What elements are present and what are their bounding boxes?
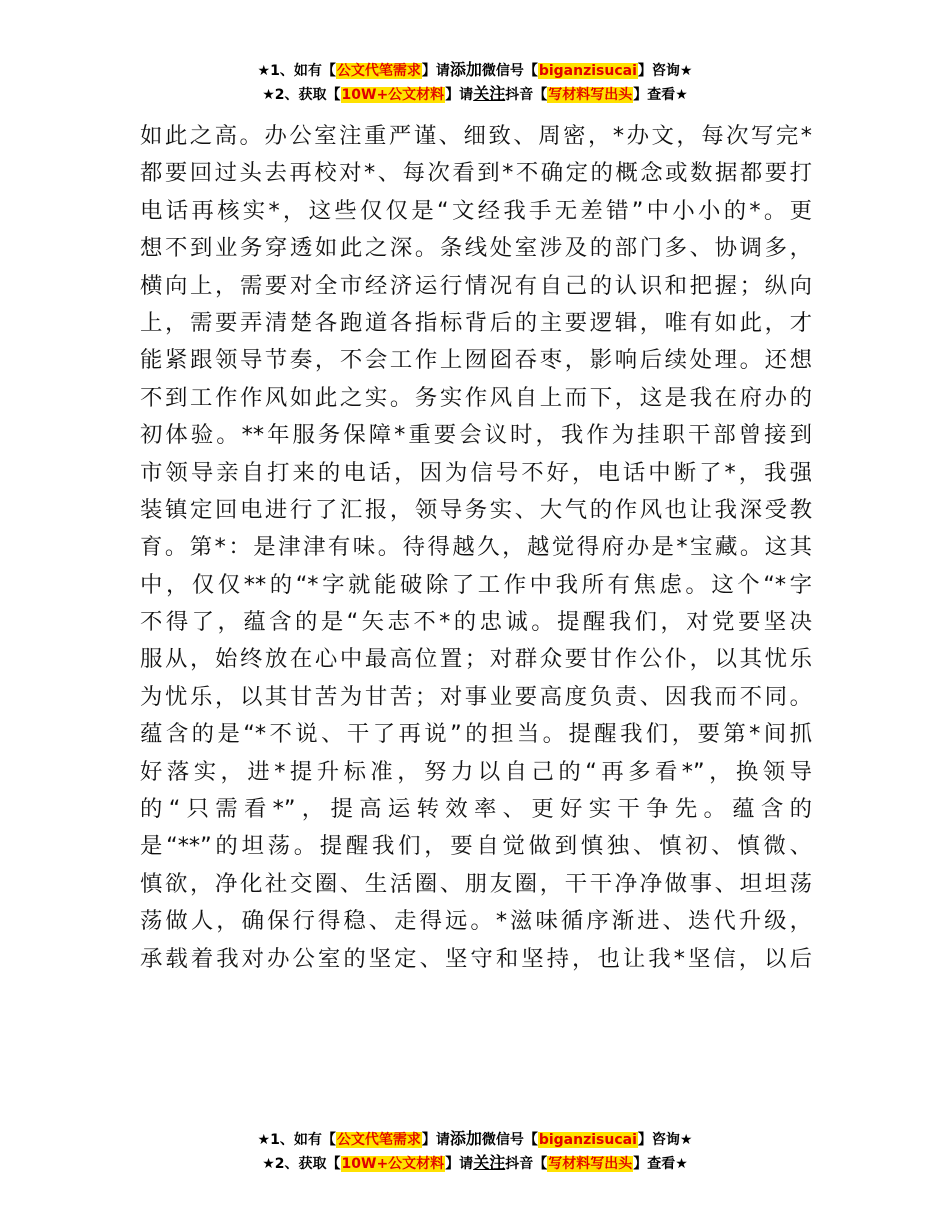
header-line-2-prefix: ★2、获取【 [262,87,341,103]
header-line-1-mid: 】请 [421,63,450,79]
footer-line-2 [0,1151,950,1175]
header-line-2-materials-tag: 10W+公文材料 [341,87,445,103]
footer-line-1-emphasis: 添加 [449,1129,482,1148]
footer-line-1-mid2: 微信号【 [481,1132,538,1148]
body-line: 是“**”的坦荡。提醒我们，要自觉做到慎独、慎初、慎微、 [140,833,812,860]
header-line-1-emphasis: 添加 [449,60,482,79]
footer-line-1 [0,1127,950,1151]
body-line: 电话再核实*，这些仅仅是“文经我手无差错”中小小的*。更 [140,197,812,224]
body-line: 的“只需看*”，提高运转效率、更好实干争先。蕴含的 [140,796,812,823]
body-line: 慎欲，净化社交圈、生活圈、朋友圈，干干净净做事、坦坦荡 [140,870,812,897]
body-line: 能紧跟领导节奏，不会工作上囫囵吞枣，影响后续处理。还想 [140,347,812,374]
body-line: 初体验。**年服务保障*重要会议时，我作为挂职干部曾接到 [140,422,812,449]
header-line-1-service-tag: 公文代笔需求 [336,63,421,79]
footer-line-2-emphasis: 关注 [473,1153,506,1172]
body-line: 承载着我对办公室的坚定、坚守和坚持，也让我*坚信，以后 [140,945,812,972]
footer-line-2-mid2: 抖音【 [505,1156,548,1172]
header-banner [0,58,950,106]
header-line-2 [0,82,950,106]
footer-line-2-suffix: 】查看★ [633,1156,688,1172]
body-line: 横向上，需要对全市经济运行情况有自己的认识和把握；纵向 [140,272,812,299]
footer-line-2-mid: 】请 [445,1156,474,1172]
body-line: 装镇定回电进行了汇报，领导务实、大气的作风也让我深受教 [140,496,812,523]
body-line: 想不到业务穿透如此之深。条线处室涉及的部门多、协调多， [140,235,812,262]
header-line-1-wechat-id: biganzisucai [538,63,637,79]
header-line-2-douyin-id: 写材料写出头 [548,87,633,103]
body-line: 不到工作作风如此之实。务实作风自上而下，这是我在府办的 [140,384,812,411]
footer-line-1-prefix: ★1、如有【 [257,1132,336,1148]
header-line-1-prefix: ★1、如有【 [257,63,336,79]
footer-line-1-suffix: 】咨询★ [637,1132,693,1148]
body-line: 蕴含的是“*不说、干了再说”的担当。提醒我们，要第*间抓 [140,721,812,748]
footer-line-1-service-tag: 公文代笔需求 [336,1132,421,1148]
header-line-1 [0,58,950,82]
footer-line-2-materials-tag: 10W+公文材料 [341,1156,445,1172]
header-line-2-mid2: 抖音【 [505,87,548,103]
header-line-2-suffix: 】查看★ [633,87,688,103]
body-line: 为忧乐，以其甘苦为甘苦；对事业要高度负责、因我而不同。 [140,683,812,710]
header-line-2-emphasis: 关注 [473,84,506,103]
body-line: 上，需要弄清楚各跑道各指标背后的主要逻辑，唯有如此，才 [140,309,812,336]
header-line-1-suffix: 】咨询★ [637,63,693,79]
footer-line-1-mid: 】请 [421,1132,450,1148]
body-line: 市领导亲自打来的电话，因为信号不好，电话中断了*，我强 [140,459,812,486]
body-line: 不得了，蕴含的是“矢志不*的忠诚。提醒我们，对党要坚决 [140,609,812,636]
body-line: 服从，始终放在心中最高位置；对群众要甘作公仆，以其忧乐 [140,646,812,673]
footer-line-2-douyin-id: 写材料写出头 [548,1156,633,1172]
body-line: 中，仅仅**的“*字就能破除了工作中我所有焦虑。这个“*字 [140,571,812,598]
body-line: 育。第*：是津津有味。待得越久，越觉得府办是*宝藏。这其 [140,534,812,561]
header-line-1-mid2: 微信号【 [481,63,538,79]
footer-line-1-wechat-id: biganzisucai [538,1132,637,1148]
body-line: 都要回过头去再校对*、每次看到*不确定的概念或数据都要打 [140,160,812,187]
footer-banner [0,1127,950,1175]
header-line-2-mid: 】请 [445,87,474,103]
footer-line-2-prefix: ★2、获取【 [262,1156,341,1172]
body-line: 如此之高。办公室注重严谨、细致、周密，*办文，每次写完* [140,123,812,149]
body-line: 好落实，进*提升标准，努力以自己的“再多看*”，换领导 [140,758,812,785]
document-body [140,118,812,978]
body-line: 荡做人，确保行得稳、走得远。*滋味循序渐进、迭代升级， [140,908,812,935]
